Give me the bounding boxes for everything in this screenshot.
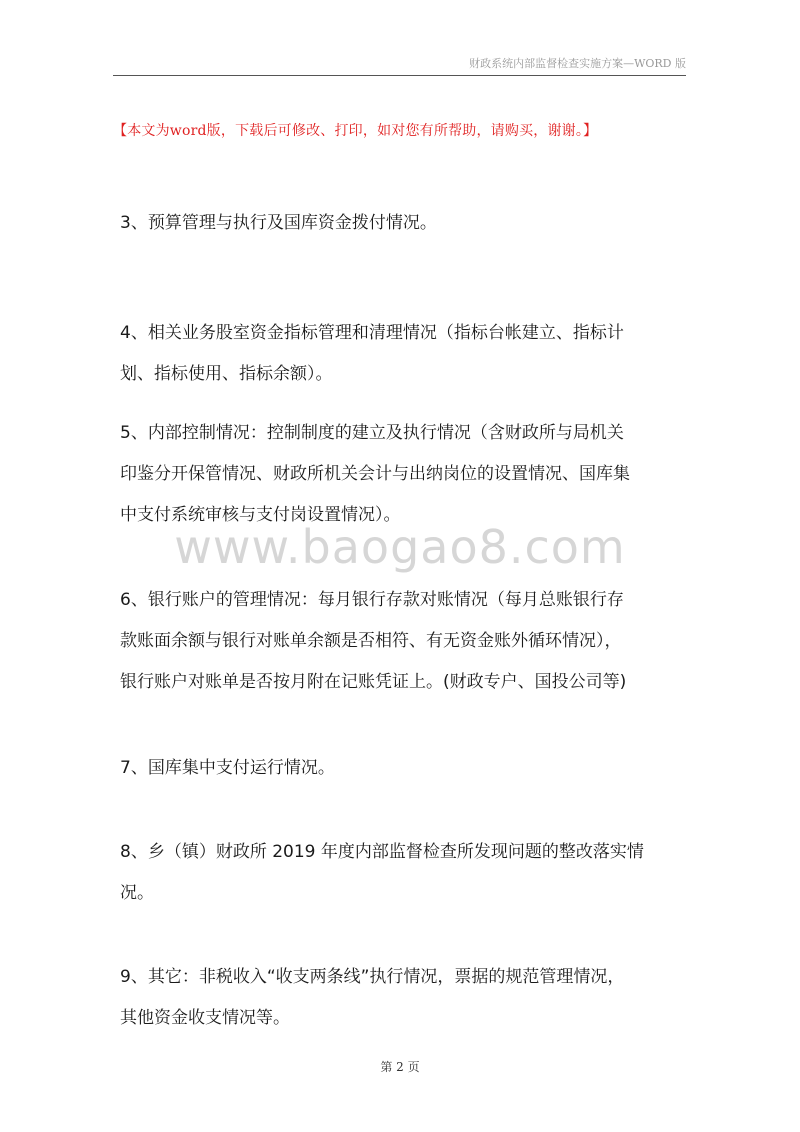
paragraph-line: 其他资金收支情况等。	[120, 1008, 290, 1028]
paragraph-line: 6、银行账户的管理情况：每月银行存款对账情况（每月总账银行存	[120, 590, 624, 610]
paragraph-line: 9、其它：非税收入“收支两条线”执行情况，票据的规范管理情况，	[120, 967, 625, 987]
paragraph-line: 3、预算管理与执行及国库资金拨付情况。	[120, 213, 437, 233]
paragraph-line: 况。	[120, 883, 154, 903]
paragraph-line: 款账面余额与银行对账单余额是否相符、有无资金账外循环情况），	[120, 631, 622, 651]
paragraph-item-6	[120, 580, 700, 703]
paragraph-line: 8、乡（镇）财政所 2019 年度内部监督检查所发现问题的整改落实情	[120, 842, 644, 862]
page-number: 第 2 页	[380, 1060, 420, 1074]
paragraph-item-4	[120, 313, 700, 395]
paragraph-item-7	[120, 748, 700, 789]
paragraph-item-5	[120, 413, 700, 536]
paragraph-line: 中支付系统审核与支付岗设置情况）。	[120, 505, 401, 525]
paragraph-line: 银行账户对账单是否按月附在记账凭证上。(财政专户、国投公司等)	[120, 672, 627, 692]
header-divider	[113, 75, 686, 76]
page-header-title: 财政系统内部监督检查实施方案—WORD 版	[469, 57, 686, 70]
paragraph-item-3	[120, 203, 700, 244]
paragraph-item-8	[120, 832, 700, 914]
paragraph-item-9	[120, 957, 700, 1039]
paragraph-line: 5、内部控制情况：控制制度的建立及执行情况（含财政所与局机关	[120, 423, 624, 443]
watermark-text: www.baogao8.com	[174, 520, 626, 574]
paragraph-line: 4、相关业务股室资金指标管理和清理情况（指标台帐建立、指标计	[120, 323, 624, 343]
paragraph-line: 印鉴分开保管情况、财政所机关会计与出纳岗位的设置情况、国库集	[120, 464, 630, 484]
paragraph-line: 7、国库集中支付运行情况。	[120, 758, 335, 778]
download-notice: 【本文为word版，下载后可修改、打印，如对您有所帮助，请购买，谢谢。】	[113, 123, 598, 139]
paragraph-line: 划、指标使用、指标余额）。	[120, 364, 333, 384]
